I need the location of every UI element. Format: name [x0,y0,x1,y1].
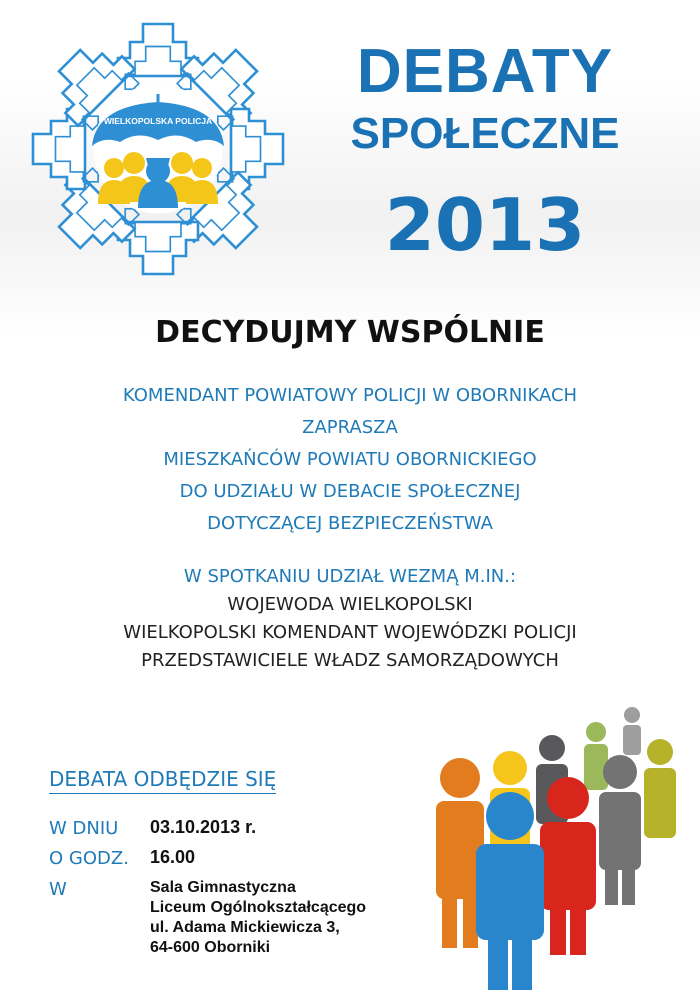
guest-item: WOJEWODA WIELKOPOLSKI [227,594,473,615]
date-value: 03.10.2013 r. [150,817,257,837]
invitation-line: DO UDZIAŁU W DEBACIE SPOŁECZNEJ [179,481,521,502]
place-label: W [49,879,67,900]
details-heading: DEBATA ODBĘDZIE SIĘ [49,765,276,794]
umbrella-icon [92,94,224,146]
person-icon [623,707,641,755]
title-line-2: SPOŁECZNE [350,109,620,158]
guests-lead: W SPOTKANIU UDZIAŁ WEZMĄ M.IN.: [183,566,517,587]
invitation-line: ZAPRASZA [302,417,398,438]
invitation-text [0,380,700,540]
address-line: Sala Gimnastyczna [150,879,296,896]
person-icon [644,739,676,838]
address-line: Liceum Ogólnokształcącego [150,899,367,916]
headline: DECYDUJMY WSPÓLNIE [155,315,545,350]
year-title: 2013 [384,183,586,267]
address-line: 64-600 Oborniki [150,939,271,956]
date-label: W DNIU [49,818,119,839]
time-label: O GODZ. [49,848,129,869]
person-icon [599,755,641,905]
place-address [150,878,366,958]
logo-arc-text: WIELKOPOLSKA POLICJA [103,116,213,126]
title-line-1: DEBATY [356,37,614,106]
invitation-line: MIESZKAŃCÓW POWIATU OBORNICKIEGO [163,449,537,470]
address-line: ul. Adama Mickiewicza 3, [150,919,340,936]
person-icon [476,792,544,990]
people-illustration [400,700,700,990]
invitation-line: DOTYCZĄCEJ BEZPIECZEŃSTWA [207,513,493,534]
guests-section [0,563,700,675]
person-icon [540,777,596,955]
police-logo [28,18,288,280]
guest-item: PRZEDSTAWICIELE WŁADZ SAMORZĄDOWYCH [141,650,559,671]
time-value: 16.00 [150,847,196,867]
person-icon [584,722,608,790]
invitation-line: KOMENDANT POWIATOWY POLICJI W OBORNIKACH [122,385,578,406]
guest-item: WIELKOPOLSKI KOMENDANT WOJEWÓDZKI POLICJI [123,622,577,643]
